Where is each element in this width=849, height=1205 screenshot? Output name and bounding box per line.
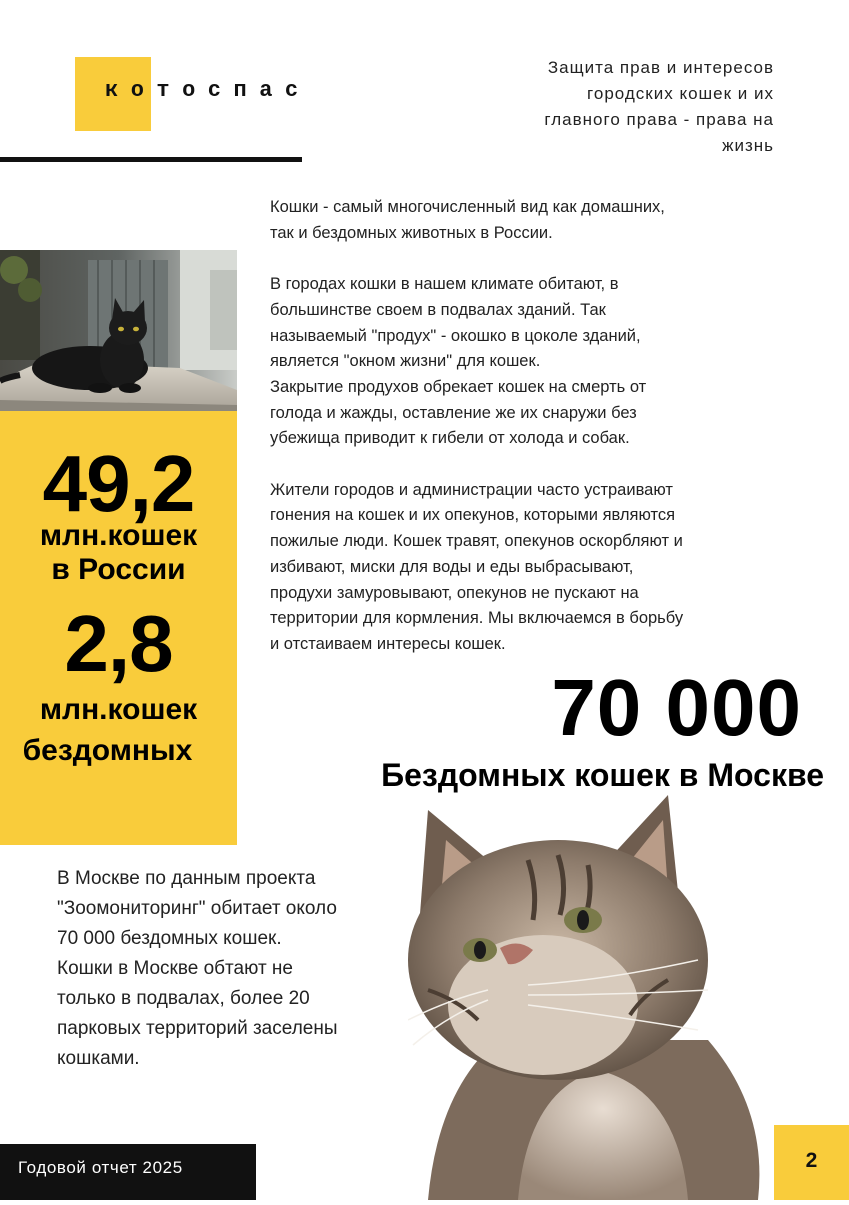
text-line: пожилые люди. Кошек травят, опекунов оскорбляют и xyxy=(270,532,683,551)
text-line: Закрытие продухов обрекает кошек на смерть от xyxy=(270,377,647,396)
text-line: продухи замуровывают, опекунов не пускают на xyxy=(270,583,639,602)
text-line: В Москве по данным проекта xyxy=(57,868,316,889)
text-line: Кошки - самый многочисленный вид как домашних, xyxy=(270,198,665,216)
text-line: Кошки в Москве обтают не xyxy=(57,958,293,979)
text-line: В городах кошки в нашем климате обитают, в xyxy=(270,275,619,294)
text-line: так и бездомных животных в России. xyxy=(270,223,553,242)
text-line: является "окном жизни" для кошек. xyxy=(270,352,541,371)
tagline xyxy=(444,55,774,159)
total-cats-number: 49,2 xyxy=(42,439,195,528)
text-line: большинстве своем в подвалах зданий. Так xyxy=(270,300,606,319)
logo-text: котоспас xyxy=(105,78,311,103)
page-number: 2 xyxy=(805,1149,818,1172)
tagline-line: городских кошек и их xyxy=(587,84,774,103)
total-cats-label-line: млн.кошек xyxy=(39,519,198,552)
homeless-cats-label-line: бездомных xyxy=(22,734,193,767)
intro-text xyxy=(270,195,770,658)
footer-report-label: Годовой отчет 2025 xyxy=(18,1158,183,1177)
moscow-homeless-label: Бездомных кошек в Москве xyxy=(381,757,824,793)
text-line: и отстаиваем интересы кошек. xyxy=(270,634,506,653)
text-line: только в подвалах, более 20 xyxy=(57,988,310,1009)
text-line: кошками. xyxy=(57,1048,140,1069)
text-line: 70 000 бездомных кошек. xyxy=(57,928,282,949)
tagline-line: жизнь xyxy=(722,136,774,155)
homeless-cats-label-line: млн.кошек xyxy=(39,693,198,726)
intro-paragraph-3 xyxy=(270,478,770,658)
header-rule xyxy=(0,157,302,162)
homeless-cats-number: 2,8 xyxy=(64,599,173,688)
tagline-line: Защита прав и интересов xyxy=(547,58,774,77)
text-line: гонения на кошек и их опекунов, которыми являются xyxy=(270,506,676,525)
text-line: "Зоомониторинг" обитает около xyxy=(57,898,337,919)
stats-panel xyxy=(0,411,237,845)
text-line: территории для кормления. Мы включаемся в борьбу xyxy=(270,609,684,628)
intro-paragraph-1 xyxy=(270,195,770,246)
black-cat-photo xyxy=(0,250,237,411)
tabby-cat-photo xyxy=(408,790,778,1200)
text-line: называемый "продух" - окошко в цоколе зданий, xyxy=(270,326,641,345)
text-line: убежища приводит к гибели от холода и собак. xyxy=(270,429,630,448)
text-line: избивают, миски для воды и еды выбрасывают, xyxy=(270,557,634,576)
text-line: голода и жажды, оставление же их снаружи без xyxy=(270,403,637,422)
moscow-description xyxy=(57,864,407,1074)
total-cats-label-line: в России xyxy=(51,553,186,586)
moscow-homeless-number: 70 000 xyxy=(551,663,802,752)
text-line: парковых территорий заселены xyxy=(57,1018,338,1039)
intro-paragraph-2 xyxy=(270,272,770,452)
text-line: Жители городов и администрации часто устраивают xyxy=(270,480,673,499)
tagline-line: главного права - права на xyxy=(544,110,774,129)
